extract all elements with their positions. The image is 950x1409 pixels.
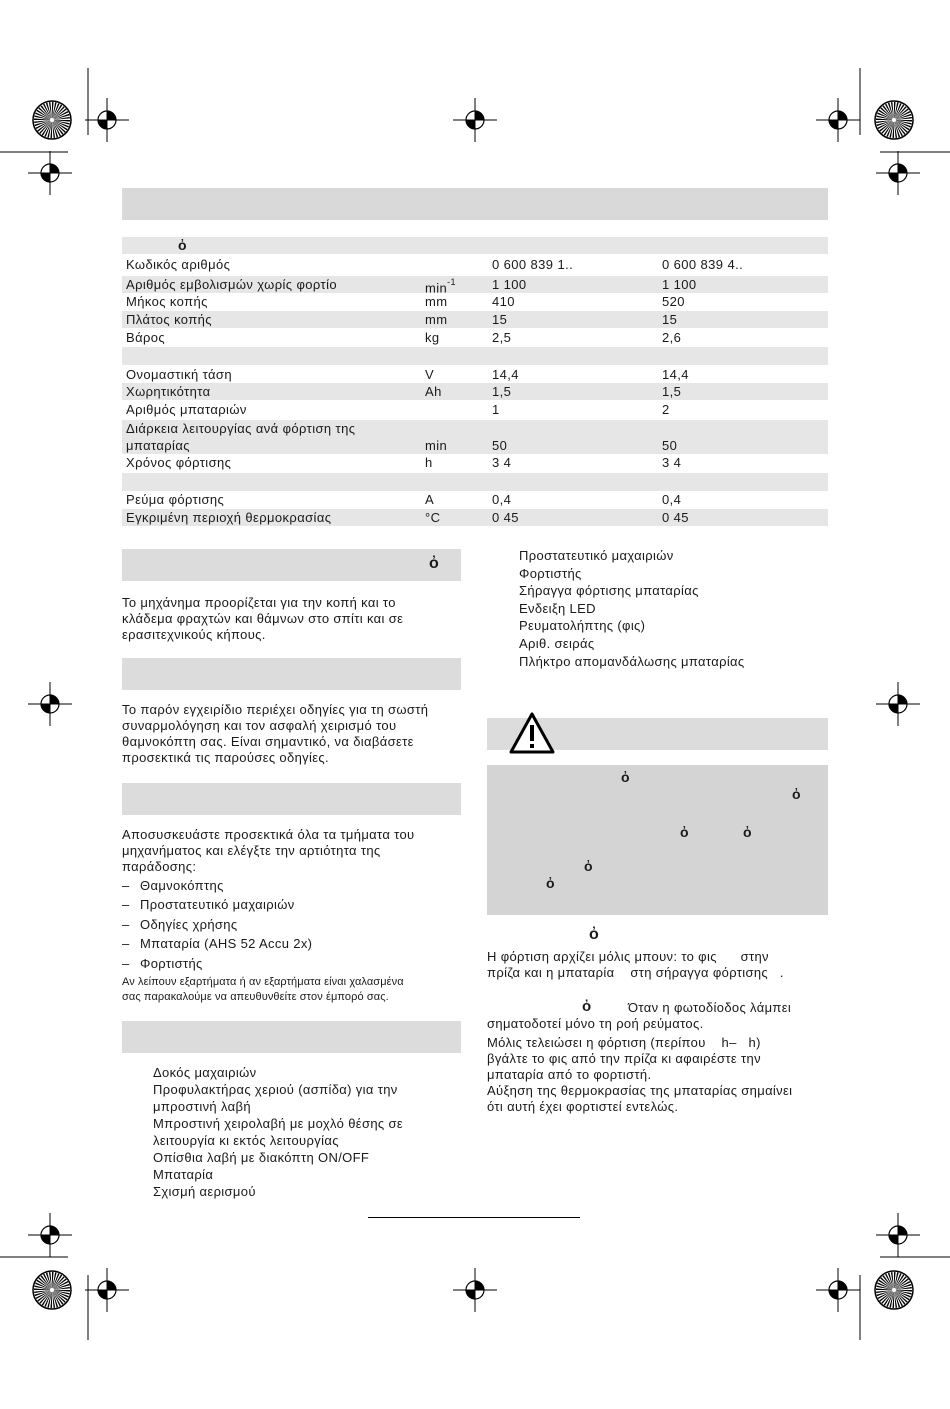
list-dash: –: [122, 878, 130, 893]
list-dash: –: [122, 917, 130, 932]
spec-unit: mm: [425, 294, 448, 309]
list-item: Μπαταρία: [153, 1167, 214, 1182]
list-item: Σήραγγα φόρτισης μπαταρίας: [519, 583, 699, 599]
spec-value-1: 1,5: [492, 384, 512, 399]
text-line: Αύξηση της θερμοκρασίας της μπαταρίας σημαίνει: [487, 1083, 793, 1098]
spec-value-1: 0,4: [492, 492, 512, 507]
table-row: [122, 383, 828, 400]
table-row: [122, 491, 828, 508]
spec-value-2: 15: [662, 312, 678, 327]
text-line: Αποσυσκευάστε προσεκτικά όλα τα τμήματα του: [122, 827, 415, 842]
list-item: [122, 917, 238, 933]
specs-head-glyph: ὀ: [178, 237, 187, 253]
spec-value-1: 0 45: [492, 510, 519, 525]
text-line: σας παρακαλούμε να απευθυνθείτε στον έμπορό σας.: [122, 991, 389, 1003]
table-row: [122, 366, 828, 383]
missing-parts-note: [122, 975, 467, 1005]
list-item-text: Οδηγίες χρήσης: [140, 917, 238, 932]
spec-label: Αριθμός μπαταριών: [126, 402, 247, 417]
registration-star-icon: [33, 1271, 71, 1309]
parts-list-left: [153, 1064, 463, 1200]
spec-value-2: 50: [662, 438, 678, 453]
table-row: [122, 454, 828, 471]
table-row: [122, 509, 828, 526]
list-item: [122, 936, 313, 952]
spec-label: Μήκος κοπής: [126, 294, 208, 309]
spec-unit: min: [425, 438, 448, 453]
spec-unit: A: [425, 492, 435, 507]
led-text-2: σηματοδοτεί μόνο τη ροή ρεύματος.: [487, 1016, 704, 1031]
table-row: [122, 401, 828, 418]
list-item: μπροστινή λαβή: [153, 1099, 251, 1114]
text-line: Μόλις τελειώσει η φόρτιση (περίπου h– h): [487, 1035, 761, 1050]
spec-unit-base: min: [425, 280, 448, 296]
warning-glyph: ὀ: [546, 875, 555, 891]
section-heading-bar-intended-use: [122, 549, 461, 581]
spec-value-1: 50: [492, 438, 508, 453]
spec-value-2: 520: [662, 294, 685, 309]
spec-label: Χωρητικότητα: [126, 384, 211, 399]
spec-value-1: 14,4: [492, 367, 519, 382]
spec-value-1: 15: [492, 312, 508, 327]
list-item: Πλήκτρο απομανδάλωσης μπαταρίας: [519, 653, 745, 669]
table-row: [122, 293, 828, 310]
text-line: παράδοσης:: [122, 859, 197, 874]
led-text-1: Όταν η φωτοδίοδος λάμπει: [628, 1000, 792, 1015]
text-line: Η φόρτιση αρχίζει μόλις μπουν: το φις στην: [487, 949, 769, 964]
text-line: κλάδεμα φραχτών και θάμνων στο σπίτι και σε: [122, 611, 404, 626]
list-dash: –: [122, 956, 130, 971]
spec-label: Εγκριμένη περιοχή θερμοκρασίας: [126, 510, 332, 525]
footer-rule: [368, 1217, 580, 1218]
list-item: Αριθ. σειράς: [519, 635, 595, 651]
spec-value-1: 3 4: [492, 455, 512, 470]
spec-unit: h: [425, 455, 433, 470]
warning-glyph: ὀ: [680, 824, 689, 840]
spec-unit: kg: [425, 330, 440, 345]
list-item-text: Προστατευτικό μαχαιριών: [140, 897, 295, 912]
spec-label: Βάρος: [126, 330, 166, 345]
spec-value-1: 410: [492, 294, 515, 309]
spec-value-1: 2,5: [492, 330, 512, 345]
spec-label: Χρόνος φόρτισης: [126, 455, 232, 470]
spec-label: Ονομαστική τάση: [126, 367, 232, 382]
table-row: [122, 420, 828, 454]
spec-unit: V: [425, 367, 435, 382]
delivery-text: [122, 827, 467, 875]
list-item-text: Θαμνοκόπτης: [140, 878, 224, 893]
specs-head-row: [122, 237, 828, 254]
list-dash: –: [122, 936, 130, 951]
registration-star-icon: [33, 101, 71, 139]
text-line: Το μηχάνημα προορίζεται για την κοπή και το: [122, 595, 396, 610]
text-line: ερασιτεχνικούς κήπους.: [122, 627, 266, 642]
registration-star-icon: [875, 1271, 913, 1309]
warning-glyph: ὀ: [621, 769, 630, 785]
list-item: Οπίσθια λαβή με διακόπτη ON/OFF: [153, 1150, 370, 1165]
list-item: [122, 956, 203, 972]
table-row: [122, 256, 828, 273]
intended-use-text: [122, 595, 467, 643]
led-heading-glyph: ὀ: [582, 998, 592, 1015]
spec-value-2: 1,5: [662, 384, 682, 399]
spec-value-2: 0 600 839 4..: [662, 257, 744, 272]
table-row: [122, 276, 828, 296]
spec-unit: Ah: [425, 384, 442, 399]
spec-unit: °C: [425, 510, 441, 525]
list-item: λειτουργία κι εκτός λειτουργίας: [153, 1133, 339, 1148]
list-dash: –: [122, 897, 130, 912]
specs-section-row: [122, 347, 828, 365]
spec-value-2: 14,4: [662, 367, 689, 382]
spec-label: Πλάτος κοπής: [126, 312, 212, 327]
text-line: συναρμολόγηση και τον ασφαλή χειρισμό του: [122, 718, 397, 733]
list-item-text: Μπαταρία (AHS 52 Accu 2x): [140, 936, 313, 951]
table-row: [122, 311, 828, 328]
section-heading-glyph: ὀ: [429, 555, 439, 572]
text-line: πρίζα και η μπαταρία στη σήραγγα φόρτισης .: [487, 965, 784, 980]
warning-glyph: ὀ: [743, 824, 752, 840]
text-line: βγάλτε το φις από την πρίζα κι αφαιρέστε την: [487, 1051, 761, 1066]
text-line: Αν λείπουν εξαρτήματα ή αν εξαρτήματα είναι χαλασμένα: [122, 976, 404, 988]
list-item: Προφυλακτήρας χεριού (ασπίδα) για την: [153, 1082, 398, 1097]
text-line: μηχανήματος και ελέγξτε την αρτιότητα της: [122, 843, 381, 858]
spec-value-1: 1: [492, 402, 500, 417]
section-heading-bar-delivery: [122, 783, 461, 815]
spec-value-2: 0 45: [662, 510, 689, 525]
spec-value-2: 2: [662, 402, 670, 417]
list-item: [122, 878, 224, 894]
spec-label: Ρεύμα φόρτισης: [126, 492, 225, 507]
section-heading-bar-manual: [122, 658, 461, 690]
spec-value-1: 0 600 839 1..: [492, 257, 574, 272]
list-item-text: Φορτιστής: [140, 956, 203, 971]
warning-glyph: ὀ: [584, 858, 593, 874]
spec-value-2: 3 4: [662, 455, 682, 470]
list-item: Φορτιστής: [519, 565, 582, 581]
specs-section-row: [122, 473, 828, 491]
spec-value-1: 1 100: [492, 277, 527, 292]
after-charging-text: [487, 1035, 832, 1115]
text-line: προσεκτικά τις παρούσες οδηγίες.: [122, 750, 329, 765]
spec-unit-sup: -1: [447, 277, 456, 287]
list-item: Σχισμή αερισμού: [153, 1184, 256, 1199]
list-item: Ενδειξη LED: [519, 600, 596, 616]
spec-label-line1: Διάρκεια λειτουργίας ανά φόρτιση της: [126, 421, 356, 436]
spec-value-2: 1 100: [662, 277, 697, 292]
spec-value-2: 2,6: [662, 330, 682, 345]
list-item: Μπροστινή χειρολαβή με μοχλό θέσης σε: [153, 1116, 403, 1131]
warning-triangle-icon: [508, 711, 556, 755]
parts-list-right: [519, 547, 829, 670]
charging-text: [487, 949, 832, 981]
table-row: [122, 329, 828, 346]
charging-heading-glyph: ὀ: [589, 926, 599, 943]
warning-glyph: ὀ: [792, 786, 801, 802]
list-item: Ρευματολήπτης (φις): [519, 618, 646, 634]
text-line: Το παρόν εγχειρίδιο περιέχει οδηγίες για τη σωστή: [122, 702, 429, 717]
list-item: Δοκός μαχαιριών: [153, 1065, 257, 1080]
page-header-bar: [122, 188, 828, 220]
list-item: [122, 897, 295, 913]
spec-label: Κωδικός αριθμός: [126, 257, 231, 272]
warning-box: [487, 765, 828, 915]
list-item: Προστατευτικό μαχαιριών: [519, 548, 674, 563]
spec-label: Αριθμός εμβολισμών χωρίς φορτίο: [126, 277, 337, 292]
manual-text: [122, 702, 467, 766]
text-line: ότι αυτή έχει φορτιστεί εντελώς.: [487, 1099, 679, 1114]
registration-star-icon: [875, 101, 913, 139]
spec-value-2: 0,4: [662, 492, 682, 507]
text-line: μπαταρία από το φορτιστή.: [487, 1067, 652, 1082]
spec-unit: mm: [425, 312, 448, 327]
text-line: θαμνοκόπτη σας. Είναι σημαντικό, να διαβάσετε: [122, 734, 414, 749]
spec-label-line2: μπαταρίας: [126, 438, 190, 453]
section-heading-bar-parts: [122, 1021, 461, 1053]
